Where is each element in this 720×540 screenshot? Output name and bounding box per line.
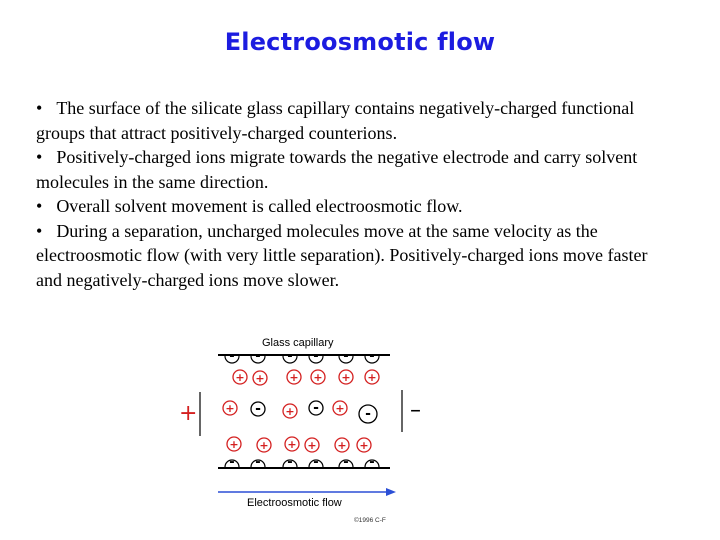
svg-text:-: - — [365, 406, 371, 422]
svg-text:-: - — [255, 349, 261, 364]
bullet-item — [36, 219, 676, 293]
bullet-item — [36, 145, 676, 194]
flow-arrow-head — [386, 488, 396, 496]
slide-title: Electroosmotic flow — [224, 28, 496, 56]
bullet-marker: • — [36, 147, 43, 167]
svg-text:+: + — [341, 371, 351, 384]
bullet-text: During a separation, uncharged molecules move at the same velocity as the electroosmotic flow (with very little separation). Positively-charged ions move faster and negatively-charged ions move slower. — [36, 220, 648, 290]
svg-text:+: + — [255, 372, 265, 385]
svg-text:-: - — [313, 349, 319, 364]
svg-text:-: - — [343, 349, 349, 364]
svg-text:-: - — [229, 455, 235, 470]
capillary-diagram-svg — [170, 328, 440, 528]
svg-text:+: + — [289, 371, 299, 384]
positive-ion — [287, 370, 301, 384]
electroosmotic-flow-diagram — [170, 328, 440, 528]
wall-negative-charge — [309, 349, 323, 364]
wall-negative-charge — [339, 349, 353, 364]
positive-ion — [357, 438, 371, 452]
positive-ion — [283, 404, 297, 418]
bullet-item — [36, 194, 676, 219]
bullet-item — [36, 96, 676, 145]
svg-text:-: - — [369, 349, 375, 364]
positive-ion — [285, 437, 299, 451]
svg-text:-: - — [229, 349, 235, 364]
svg-text:-: - — [343, 455, 349, 470]
positive-ion — [333, 401, 347, 415]
svg-text:+: + — [367, 371, 377, 384]
copyright-note: ©1996 C-F — [354, 517, 386, 524]
wall-negative-charge — [365, 349, 379, 364]
positive-ion — [233, 370, 247, 384]
bullet-list — [36, 96, 676, 292]
svg-text:-: - — [255, 455, 261, 470]
svg-text:+: + — [229, 438, 239, 451]
bullet-marker: • — [36, 98, 43, 118]
capillary-label: Glass capillary — [262, 337, 334, 349]
svg-text:+: + — [337, 439, 347, 452]
svg-text:-: - — [369, 455, 375, 470]
negative-ion — [309, 400, 323, 416]
wall-negative-charge — [251, 349, 265, 364]
svg-text:+: + — [313, 371, 323, 384]
positive-ion — [339, 370, 353, 384]
svg-text:+: + — [235, 371, 245, 384]
svg-text:+: + — [335, 402, 345, 415]
svg-text:+: + — [285, 405, 295, 418]
svg-text:-: - — [287, 349, 293, 364]
positive-ion — [305, 438, 319, 452]
svg-text:+: + — [359, 439, 369, 452]
bullet-text: The surface of the silicate glass capillary contains negatively-charged functional groups that attract positively-charged counterions. — [36, 98, 635, 143]
svg-text:-: - — [313, 400, 319, 416]
svg-text:-: - — [255, 401, 261, 417]
negative-ion — [251, 401, 265, 417]
cathode-symbol: – — [410, 398, 421, 423]
svg-text:-: - — [287, 455, 293, 470]
anode-symbol: + — [179, 401, 198, 426]
bullet-text: Positively-charged ions migrate towards the negative electrode and carry solvent molecules in the same direction. — [36, 147, 638, 192]
bullet-marker: • — [36, 220, 43, 241]
bullet-text: Overall solvent movement is called electroosmotic flow. — [56, 196, 463, 216]
wall-negative-charge — [283, 349, 297, 364]
negative-ion — [359, 405, 377, 423]
svg-text:+: + — [307, 439, 317, 452]
svg-text:+: + — [287, 438, 297, 451]
positive-ion — [227, 437, 241, 451]
wall-negative-charge — [225, 349, 239, 364]
positive-ion — [257, 438, 271, 452]
flow-label: Electroosmotic flow — [247, 497, 342, 509]
positive-ion — [365, 370, 379, 384]
bullet-marker: • — [36, 196, 43, 216]
positive-ion — [335, 438, 349, 452]
positive-ion — [223, 401, 237, 415]
ion-layer — [223, 349, 379, 470]
svg-text:+: + — [259, 439, 269, 452]
positive-ion — [253, 371, 267, 385]
svg-text:-: - — [313, 455, 319, 470]
svg-text:+: + — [225, 402, 235, 415]
positive-ion — [311, 370, 325, 384]
